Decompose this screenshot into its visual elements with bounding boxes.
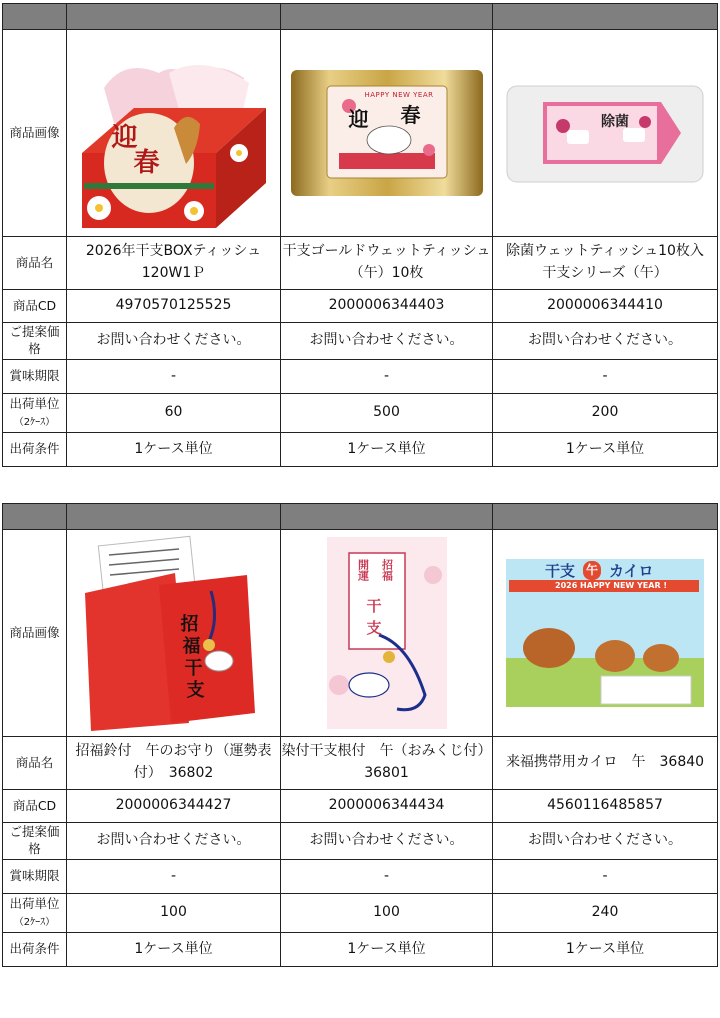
product-name: 除菌ウェットティッシュ10枚入 干支シリーズ（午） bbox=[493, 237, 718, 290]
shipping-condition: 1ケース単位 bbox=[493, 433, 718, 467]
shipping-condition: 1ケース単位 bbox=[281, 433, 493, 467]
shipping-unit: 240 bbox=[493, 894, 718, 933]
product-image-cell bbox=[493, 30, 718, 237]
product-image-cell bbox=[67, 530, 281, 737]
best-before: - bbox=[281, 360, 493, 394]
product-cd: 2000006344403 bbox=[281, 290, 493, 323]
proposal-price: お問い合わせください。 bbox=[493, 823, 718, 860]
row-label-name: 商品名 bbox=[3, 237, 67, 290]
cd-row bbox=[3, 290, 718, 323]
image-caption-char: 干 bbox=[366, 597, 382, 615]
proposal-price-row bbox=[3, 823, 718, 860]
image-caption-char: 迎 bbox=[111, 123, 138, 153]
image-caption-text: HAPPY NEW YEAR bbox=[364, 91, 434, 99]
header-cell bbox=[3, 504, 67, 530]
header-cell bbox=[493, 4, 718, 30]
proposal-price: お問い合わせください。 bbox=[493, 323, 718, 360]
image-caption-char: 招 bbox=[180, 614, 199, 635]
row-label-unit-line2: （2ｹｰｽ） bbox=[13, 417, 56, 428]
shipping-unit: 100 bbox=[281, 894, 493, 933]
shipping-condition: 1ケース単位 bbox=[281, 933, 493, 967]
image-caption-text: 2026 HAPPY NEW YEAR ! bbox=[555, 581, 668, 590]
proposal-price: お問い合わせください。 bbox=[281, 323, 493, 360]
row-label-unit-line2: （2ｹｰｽ） bbox=[13, 917, 56, 928]
product-cd: 2000006344434 bbox=[281, 790, 493, 823]
shipping-condition: 1ケース単位 bbox=[67, 433, 281, 467]
tissue-box-image bbox=[74, 33, 274, 233]
product-cd: 4560116485857 bbox=[493, 790, 718, 823]
row-label-proposal-line1: ご提案価 bbox=[9, 324, 60, 340]
best-before: - bbox=[281, 860, 493, 894]
proposal-price: お問い合わせください。 bbox=[281, 823, 493, 860]
proposal-price: お問い合わせください。 bbox=[67, 823, 281, 860]
row-label-shipping-condition: 出荷条件 bbox=[3, 433, 67, 467]
row-label-image: 商品画像 bbox=[3, 30, 67, 237]
row-label-cd: 商品CD bbox=[3, 790, 67, 823]
name-row bbox=[3, 237, 718, 290]
proposal-price: お問い合わせください。 bbox=[67, 323, 281, 360]
header-cell bbox=[493, 504, 718, 530]
best-before: - bbox=[67, 860, 281, 894]
proposal-price-row bbox=[3, 323, 718, 360]
product-table-1 bbox=[2, 3, 718, 467]
best-before-row bbox=[3, 860, 718, 894]
product-image-cell bbox=[493, 530, 718, 737]
product-name: 来福携帯用カイロ 午 36840 bbox=[493, 737, 718, 790]
product-name: 2026年干支BOXティッシュ120W1Ｐ bbox=[67, 237, 281, 290]
row-label-image: 商品画像 bbox=[3, 530, 67, 737]
row-label-best-before: 賞味期限 bbox=[3, 860, 67, 894]
product-cd: 4970570125525 bbox=[67, 290, 281, 323]
row-label-unit-line1: 出荷単位 bbox=[9, 896, 60, 912]
image-caption-text: 干支 bbox=[545, 562, 576, 580]
product-image-cell bbox=[281, 30, 493, 237]
product-image-cell bbox=[281, 530, 493, 737]
best-before: - bbox=[493, 360, 718, 394]
product-cd: 2000006344427 bbox=[67, 790, 281, 823]
header-cell bbox=[67, 4, 281, 30]
shipping-unit: 100 bbox=[67, 894, 281, 933]
image-caption-text: 除菌 bbox=[601, 114, 629, 130]
product-cd: 2000006344410 bbox=[493, 290, 718, 323]
omamori-image bbox=[79, 535, 269, 731]
best-before: - bbox=[493, 860, 718, 894]
image-caption-char: 支 bbox=[366, 619, 382, 637]
header-cell bbox=[281, 4, 493, 30]
header-cell bbox=[281, 504, 493, 530]
row-label-unit-line1: 出荷単位 bbox=[9, 396, 60, 412]
shipping-condition-row bbox=[3, 433, 718, 467]
shipping-unit-row bbox=[3, 394, 718, 433]
gold-wet-tissue-image bbox=[289, 68, 485, 198]
header-cell bbox=[67, 504, 281, 530]
kairo-image bbox=[505, 558, 705, 708]
row-label-proposal-price bbox=[3, 323, 67, 360]
shipping-unit: 60 bbox=[67, 394, 281, 433]
product-image-cell bbox=[67, 30, 281, 237]
best-before: - bbox=[67, 360, 281, 394]
product-name: 干支ゴールドウェットティッシュ（午）10枚 bbox=[281, 237, 493, 290]
image-caption-text: 開運 bbox=[356, 559, 370, 581]
header-row bbox=[3, 4, 718, 30]
product-table-2 bbox=[2, 503, 718, 967]
image-caption-char: 干 bbox=[184, 658, 203, 679]
image-caption-char: 福 bbox=[182, 636, 201, 657]
row-label-proposal-line2: 格 bbox=[28, 341, 41, 356]
best-before-row bbox=[3, 360, 718, 394]
row-label-cd: 商品CD bbox=[3, 290, 67, 323]
header-row bbox=[3, 504, 718, 530]
row-label-proposal-line1: ご提案価 bbox=[9, 824, 60, 840]
image-caption-text: カイロ bbox=[609, 562, 654, 580]
pink-wet-tissue-image bbox=[505, 78, 705, 188]
row-label-name: 商品名 bbox=[3, 737, 67, 790]
image-caption-char: 迎 bbox=[348, 107, 369, 131]
shipping-unit: 500 bbox=[281, 394, 493, 433]
product-name: 染付干支根付 午（おみくじ付）36801 bbox=[281, 737, 493, 790]
image-caption-char: 午 bbox=[583, 561, 601, 580]
image-row bbox=[3, 30, 718, 237]
shipping-condition: 1ケース単位 bbox=[493, 933, 718, 967]
image-caption-text: 招福 bbox=[380, 559, 394, 581]
name-row bbox=[3, 737, 718, 790]
product-name: 招福鈴付 午のお守り（運勢表付） 36802 bbox=[67, 737, 281, 790]
image-caption-char: 春 bbox=[133, 148, 160, 178]
image-caption-char: 春 bbox=[400, 103, 421, 127]
row-label-proposal-price bbox=[3, 823, 67, 860]
row-label-shipping-unit bbox=[3, 394, 67, 433]
image-row bbox=[3, 530, 718, 737]
netsuke-image bbox=[325, 535, 449, 731]
row-label-shipping-unit bbox=[3, 894, 67, 933]
cd-row bbox=[3, 790, 718, 823]
row-label-shipping-condition: 出荷条件 bbox=[3, 933, 67, 967]
row-label-best-before: 賞味期限 bbox=[3, 360, 67, 394]
shipping-condition-row bbox=[3, 933, 718, 967]
shipping-unit: 200 bbox=[493, 394, 718, 433]
shipping-condition: 1ケース単位 bbox=[67, 933, 281, 967]
row-label-proposal-line2: 格 bbox=[28, 841, 41, 856]
shipping-unit-row bbox=[3, 894, 718, 933]
header-cell bbox=[3, 4, 67, 30]
image-caption-char: 支 bbox=[186, 680, 205, 701]
